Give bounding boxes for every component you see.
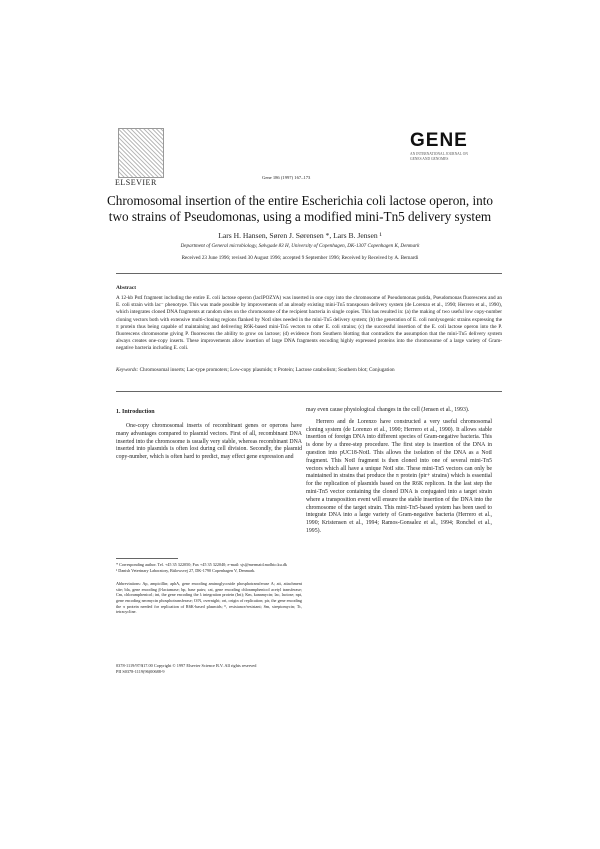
footnote-corresponding: * Corresponding author. Tel. +45 35 322050; Fax +45 35 322040; e-mail: sjs@mermaid.molbio.ku.dk — [116, 562, 287, 567]
footnote-rule — [116, 558, 178, 559]
footnote-1: ¹ Danish Veterinary Laboratory, Bülowsvej 27, DK-1790 Copenhagen V, Denmark. — [116, 567, 256, 573]
right-paragraph-1: may even cause physiological changes in the cell (Jensen et al., 1993). — [306, 407, 470, 413]
footnotes — [116, 562, 302, 615]
abstract-text: A 12-kb PstI fragment including the entire E. coli lactose operon (lacIPOZYA) was inserted in one copy into the chromosome of Pseudomonas putida, Pseudomonas fluorescens and an E. coli strain with lac⁻ phenotype. This was made possible by improvements of an already existing mini-Tn5 transposon delivery system (de Lorenzo et al., 1990; Herrero et al., 1990), which integrates cloned DNA fragments at random sites on the chromosome of the recipient bacteria in single copies. This has resulted in: (a) the making of two useful low copy-number cloning vectors both with extensive multi-cloning regions flanked by NotI sites needed in the mini-Tn5 delivery system; (b) the generation of E. coli nonlysogenic strains expressing the π protein thus being capable of maintaining and delivering R6K-based mini-Tn5 vectors to other E. coli strains; (c) the successful insertion of the E. coli lactose operon into the P. fluorescens chromosome giving P. fluorescens the ability to grow on lactose; (d) evidence from Southern blotting that contradicts the assumption that the mini-Tn5 delivery system always creates one-copy inserts. These improvements allow insertion of large DNA fragments encoding highly expressed proteins into the chromosome of a large variety of Gram-negative bacteria including E. coli. — [116, 295, 502, 352]
left-paragraph-1: One-copy chromosomal inserts of recombinant genes or operons have many advantages compared to plasmid vectors. First of all, recombinant DNA inserted into the chromosome is usually very stable, whereas recombinant DNA inserted into plasmids is often lost during cell division. Secondly, the plasmid copy-number, which is often hard to predict, may effect gene expression and — [116, 423, 302, 461]
elsevier-tree-logo — [118, 128, 164, 178]
title-line-1: Chromosomal insertion of the entire Escherichia coli lactose operon, into — [107, 193, 493, 208]
keywords — [116, 367, 502, 374]
keywords-label: Keywords: — [116, 367, 139, 373]
divider-bottom — [116, 391, 502, 392]
section-heading-introduction: 1. Introduction — [116, 409, 155, 415]
right-paragraph-2: Herrero and de Lorenzo have constructed a very useful chromosomal cloning system (de Lorenzo et al., 1990; Herrero et al., 1990). It allows stable insertion of foreign DNA into different species of Gram-negative bacteria. This is done by a three-step procedure. The first step is insertion of the DNA in question into pUC18-NotI. This allows the isolation of the DNA as a NotI fragment. This NotI fragment is then cloned into one of several mini-Tn5 vectors which all have a unique NotI site. These mini-Tn5 vectors can only be maintained in strains that produce the π protein (pir+ strains) which is essential for the replication of plasmids based on the R6K replicon. In the last step the mini-Tn5 vector containing the cloned DNA is conjugated into a target strain where a transposition event will ensure the stable insertion of the DNA into the chromosome of the target strain. This mini-Tn5-based system has been used to integrate DNA into a large variety of Gram-negative bacteria (Herrero et al., 1990; Kristensen et al., 1994; Ramos-Gonsalez et al., 1994; Ronchel et al., 1995). — [306, 418, 492, 534]
divider-top — [116, 273, 502, 274]
publisher-name: ELSEVIER — [115, 178, 157, 187]
gene-logo-line-2: GENES AND GENOMES — [410, 157, 449, 161]
copyright-line-2: PII S0378-1119(96)00688-9 — [116, 669, 165, 674]
abbreviations: Abbreviations: Ap, ampicillin; aphA, gene encoding aminoglycoside phosphotransferase A; att, attachment site; bla, gene encoding β-lactamase; bp, base pairs; cat, gene encoding chloramphenicol acetyl transferase; Cm, chloramphenicol; int, the gene encoding the λ integration protein (Int); Km, kanamycin; lac, lactose; npt, gene encoding neomycin phosphotransferase; O/N, overnight; ori, origin of replication; pir, the gene encoding the π protein needed for replication of R6K-based plasmids; ᴿ, resistance/resistant; Sm, streptomycin; Tc, tetracycline. — [116, 581, 302, 615]
keywords-text: Chromosomal inserts; Lac-type promoters; Low-copy plasmids; π Protein; Lactose catabolism; Southern blot; Conjugation — [139, 367, 395, 373]
left-column — [116, 423, 302, 462]
journal-reference: Gene 186 (1997) 167–173 — [262, 175, 311, 180]
gene-logo-word: GENE — [410, 130, 468, 151]
authors: Lars H. Hansen, Søren J. Sørensen *, Lars B. Jensen ¹ — [218, 231, 382, 240]
copyright-line-1: 0378-1119/97/$17.00 Copyright © 1997 Elsevier Science B.V. All rights reserved — [116, 663, 257, 668]
right-column — [306, 407, 492, 536]
copyright — [116, 663, 256, 675]
received-dates: Received 23 June 1996; revised 30 August 1996; accepted 9 September 1996; Received by Received by A. Bernardi — [181, 255, 419, 261]
paper-title — [100, 193, 500, 225]
affiliation: Department of General microbiology, Sølvgade 83 H, University of Copenhagen, DK-1307 Copenhagen K, Denmark — [180, 243, 420, 249]
gene-logo-line-1: AN INTERNATIONAL JOURNAL ON — [410, 152, 468, 156]
abstract-heading: Abstract — [116, 285, 137, 291]
title-line-2: two strains of Pseudomonas, using a modified mini-Tn5 delivery system — [108, 209, 492, 224]
gene-journal-logo — [410, 130, 466, 176]
